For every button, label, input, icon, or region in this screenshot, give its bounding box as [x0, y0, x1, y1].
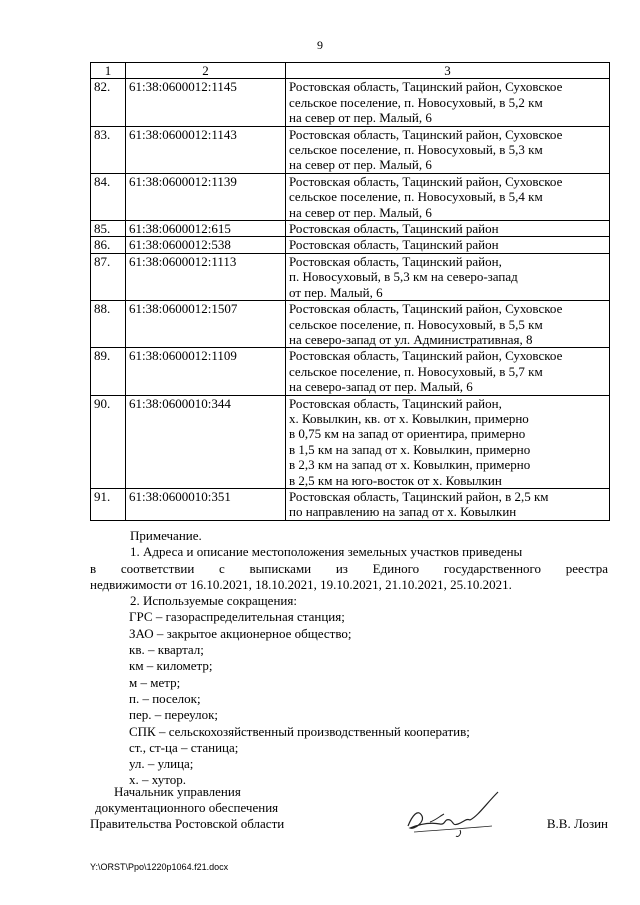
address-line: по направлению на запад от х. Ковылкин — [289, 504, 517, 520]
table-row — [91, 253, 610, 300]
row-number: 88. — [91, 301, 126, 348]
abbreviation-item: ул. – улица; — [129, 756, 194, 772]
address-line: Ростовская область, Тацинский район, Суховское — [289, 301, 563, 317]
address-line: Ростовская область, Тацинский район, Суховское — [289, 126, 563, 142]
row-number: 89. — [91, 348, 126, 395]
row-number: 84. — [91, 173, 126, 220]
address-line: Ростовская область, Тацинский район — [289, 221, 499, 237]
plot-address — [286, 126, 610, 173]
signer-title-line-1: Начальник управления — [114, 784, 241, 799]
abbreviation-item: км – километр; — [129, 658, 213, 674]
address-line: в 1,5 км на запад от х. Ковылкин, примерно — [289, 441, 531, 457]
address-line: на север от пер. Малый, 6 — [289, 110, 432, 126]
note-item-1-line-1: 1. Адреса и описание местоположения земельных участков приведены — [130, 544, 523, 560]
table-header-row — [91, 63, 610, 79]
handwritten-signature-icon — [400, 786, 510, 846]
signature-block — [90, 784, 610, 832]
address-line: на северо-запад от ул. Административная, 8 — [289, 331, 533, 347]
table-row — [91, 221, 610, 237]
abbreviations-list — [129, 609, 608, 788]
plot-address — [286, 253, 610, 300]
address-line: сельское поселение, п. Новосуховый, в 5,5 км — [289, 316, 543, 332]
signer-title-line-3: Правительства Ростовской области — [90, 816, 285, 831]
abbreviation-item: ЗАО – закрытое акционерное общество; — [129, 625, 352, 641]
table-row — [91, 488, 610, 520]
address-line: Ростовская область, Тацинский район, Суховское — [289, 79, 563, 95]
header-col-2: 2 — [126, 63, 286, 79]
plot-address — [286, 395, 610, 488]
plot-address — [286, 173, 610, 220]
address-line: в 0,75 км на запад от ориентира, примерно — [289, 426, 526, 442]
cadastral-number: 61:38:0600012:615 — [126, 221, 286, 237]
notes-title: Примечание. — [130, 528, 202, 543]
table-row — [91, 395, 610, 488]
table-row — [91, 173, 610, 220]
row-number: 87. — [91, 253, 126, 300]
table-row — [91, 79, 610, 126]
abbreviation-item: м – метр; — [129, 674, 181, 690]
address-line: Ростовская область, Тацинский район, Суховское — [289, 173, 563, 189]
address-line: сельское поселение, п. Новосуховый, в 5,4 км — [289, 189, 543, 205]
cadastral-number: 61:38:0600010:351 — [126, 488, 286, 520]
plot-address — [286, 237, 610, 253]
plot-address — [286, 221, 610, 237]
abbreviation-item: х. – хутор. — [129, 772, 187, 788]
table-row — [91, 348, 610, 395]
row-number: 86. — [91, 237, 126, 253]
address-line: на север от пер. Малый, 6 — [289, 157, 432, 173]
page-number: 9 — [317, 38, 323, 52]
file-path-footer: Y:\ORST\Ppo\1220p1064.f21.docx — [90, 862, 229, 872]
address-line: Ростовская область, Тацинский район, в 2,5 км — [289, 488, 549, 504]
abbreviation-item: пер. – переулок; — [129, 707, 218, 723]
abbreviation-item: ст., ст-ца – станица; — [129, 739, 239, 755]
address-line: Ростовская область, Тацинский район, — [289, 253, 502, 269]
cadastral-number: 61:38:0600012:1113 — [126, 253, 286, 300]
cadastral-number: 61:38:0600012:1145 — [126, 79, 286, 126]
cadastral-number: 61:38:0600012:1507 — [126, 301, 286, 348]
address-line: Ростовская область, Тацинский район, Суховское — [289, 348, 563, 364]
note-item-1-line-3: недвижимости от 16.10.2021, 18.10.2021, 19.10.2021, 21.10.2021, 25.10.2021. — [90, 576, 512, 592]
note-item-2: 2. Используемые сокращения: — [130, 593, 297, 609]
address-line: сельское поселение, п. Новосуховый, в 5,2 км — [289, 94, 543, 110]
row-number: 90. — [91, 395, 126, 488]
table-row — [91, 126, 610, 173]
cadastral-number: 61:38:0600012:1143 — [126, 126, 286, 173]
table-body — [91, 79, 610, 520]
address-line: п. Новосуховый, в 5,3 км на северо-запад — [289, 269, 518, 285]
abbreviation-item: СПК – сельскохозяйственный производственный кооператив; — [129, 723, 470, 739]
abbreviation-item: кв. – квартал; — [129, 642, 204, 658]
address-line: х. Ковылкин, кв. от х. Ковылкин, примерно — [289, 410, 529, 426]
table-row — [91, 237, 610, 253]
abbreviation-item: п. – поселок; — [129, 690, 201, 706]
header-col-1: 1 — [91, 63, 126, 79]
plot-address — [286, 301, 610, 348]
row-number: 82. — [91, 79, 126, 126]
row-number: 83. — [91, 126, 126, 173]
address-line: сельское поселение, п. Новосуховый, в 5,7 км — [289, 363, 543, 379]
address-line: на северо-запад от пер. Малый, 6 — [289, 379, 473, 395]
notes-section — [90, 528, 608, 789]
cadastral-number: 61:38:0600012:1139 — [126, 173, 286, 220]
address-line: на север от пер. Малый, 6 — [289, 204, 432, 220]
address-line: от пер. Малый, 6 — [289, 284, 383, 300]
address-line: Ростовская область, Тацинский район — [289, 237, 499, 253]
address-line: в 2,3 км на запад от х. Ковылкин, примерно — [289, 457, 531, 473]
address-line: Ростовская область, Тацинский район, — [289, 395, 502, 411]
signer-title-line-2: документационного обеспечения — [95, 800, 279, 815]
plot-address — [286, 348, 610, 395]
signer-name: В.В. Лозин — [546, 816, 608, 831]
note-item-1-line-2: в соответствии с выписками из Единого государственного реестра — [90, 560, 608, 576]
address-line: в 2,5 км на юго-восток от х. Ковылкин — [289, 472, 502, 488]
plot-address — [286, 79, 610, 126]
address-line: сельское поселение, п. Новосуховый, в 5,3 км — [289, 142, 543, 158]
abbreviation-item: ГРС – газораспределительная станция; — [129, 609, 345, 625]
row-number: 85. — [91, 221, 126, 237]
land-plots-table — [90, 62, 610, 521]
cadastral-number: 61:38:0600012:538 — [126, 237, 286, 253]
cadastral-number: 61:38:0600010:344 — [126, 395, 286, 488]
table-row — [91, 301, 610, 348]
header-col-3: 3 — [286, 63, 610, 79]
row-number: 91. — [91, 488, 126, 520]
cadastral-number: 61:38:0600012:1109 — [126, 348, 286, 395]
plot-address — [286, 488, 610, 520]
